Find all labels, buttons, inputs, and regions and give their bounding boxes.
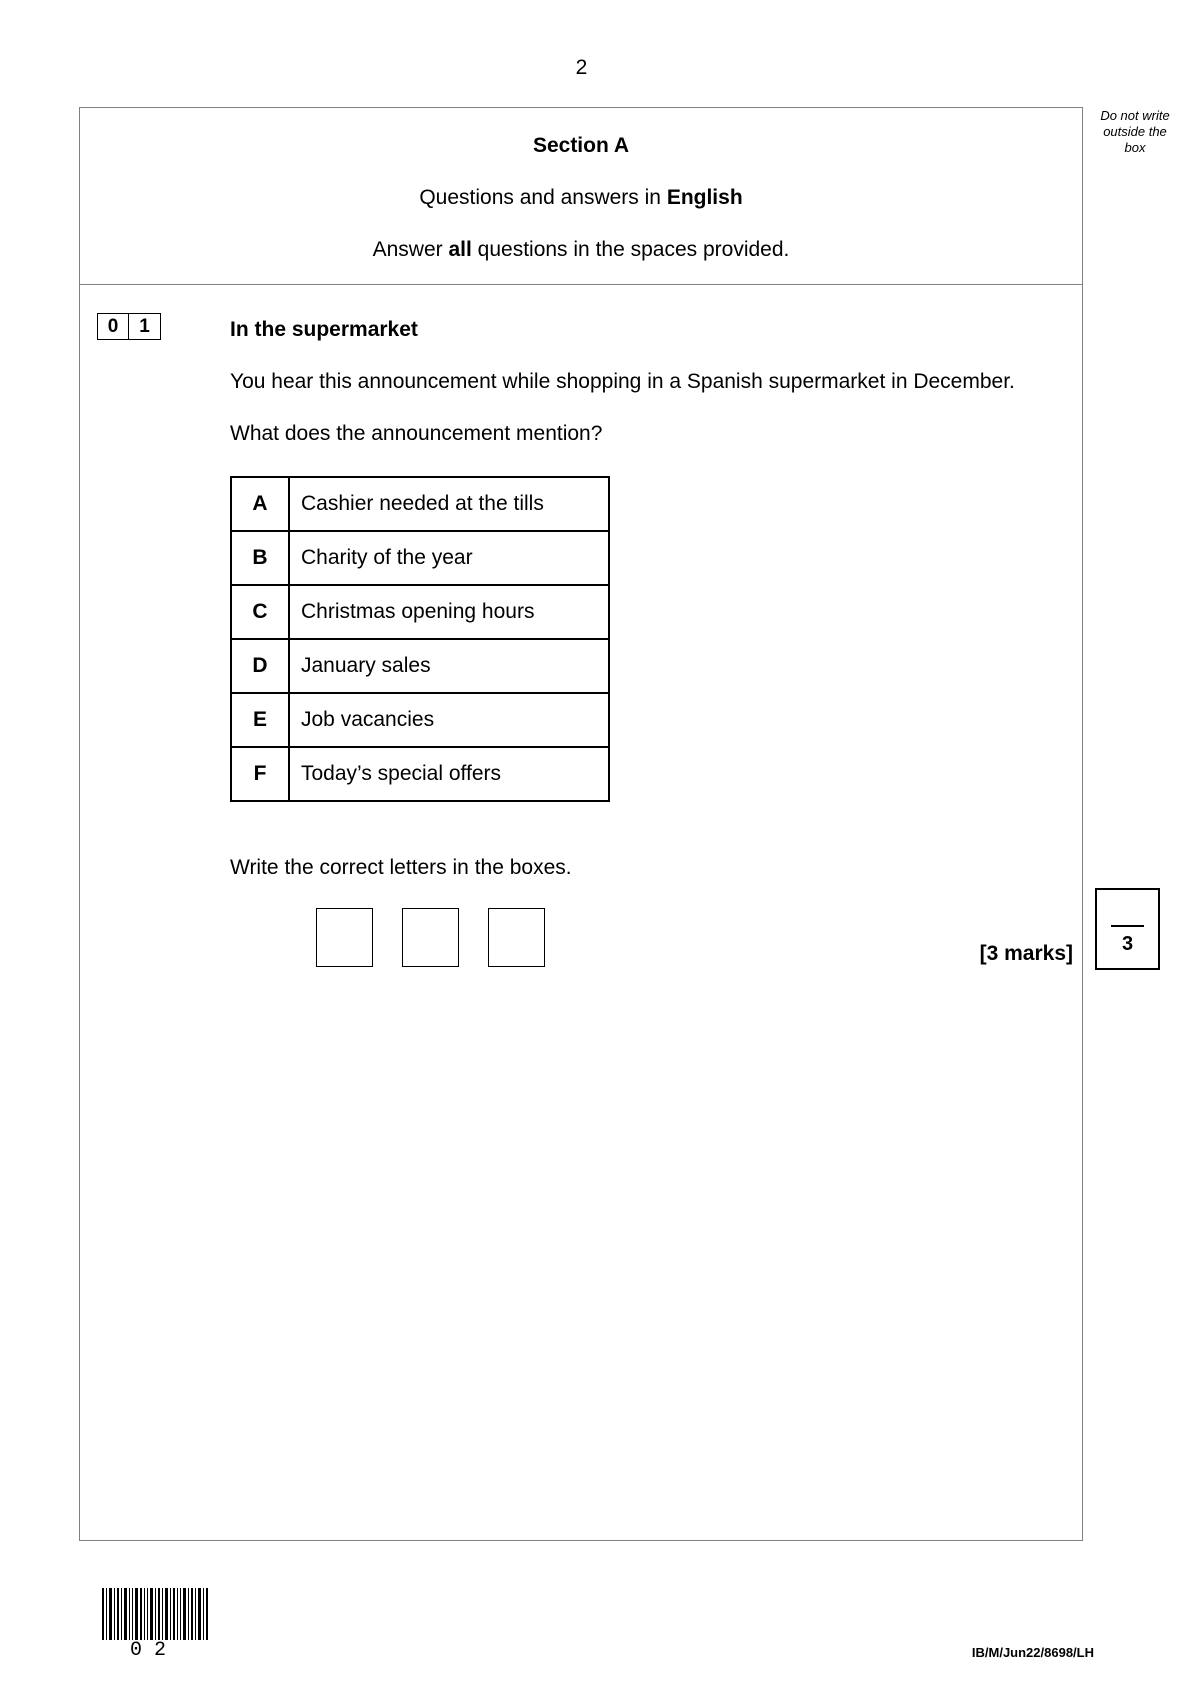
- option-row: [231, 477, 609, 531]
- mark-box: [1095, 888, 1160, 970]
- page-number: 2: [575, 56, 588, 79]
- section-instruction-line: [79, 238, 1083, 262]
- question-number: [97, 313, 161, 340]
- option-letter: B: [231, 531, 289, 585]
- question-title: In the supermarket: [230, 318, 418, 341]
- option-row: [231, 693, 609, 747]
- section-language-line: [79, 186, 1083, 210]
- option-row: [231, 531, 609, 585]
- footer-code: IB/M/Jun22/8698/LH: [971, 1645, 1094, 1660]
- option-text: Job vacancies: [289, 693, 609, 747]
- margin-note: [1084, 108, 1186, 156]
- mark-total: 3: [1121, 933, 1134, 955]
- section-title: Section A: [532, 134, 630, 157]
- options-table: [230, 476, 610, 802]
- option-text: Cashier needed at the tills: [289, 477, 609, 531]
- section-instruction-text: Answer: [372, 238, 449, 261]
- option-text: January sales: [289, 639, 609, 693]
- option-row: [231, 585, 609, 639]
- answer-box-3[interactable]: [488, 908, 545, 967]
- section-language-text: Questions and answers in: [419, 186, 667, 209]
- option-letter: A: [231, 477, 289, 531]
- margin-note-line: Do not write: [1100, 108, 1170, 123]
- section-instruction-rest: questions in the spaces provided.: [471, 238, 790, 261]
- question-number-digit: 0: [97, 313, 129, 340]
- option-text: Today’s special offers: [289, 747, 609, 801]
- question-prompt: What does the announcement mention?: [230, 422, 603, 445]
- section-instruction-bold: all: [448, 238, 472, 261]
- option-row: [231, 747, 609, 801]
- option-letter: D: [231, 639, 289, 693]
- section-language-bold: English: [666, 186, 743, 209]
- answer-box-2[interactable]: [402, 908, 459, 967]
- option-letter: C: [231, 585, 289, 639]
- marks-label: [3 marks]: [979, 942, 1073, 965]
- barcode-digits: 02: [130, 1639, 179, 1662]
- option-letter: E: [231, 693, 289, 747]
- section-divider: [79, 284, 1083, 285]
- margin-note-line: box: [1124, 140, 1146, 155]
- answer-box-1[interactable]: [316, 908, 373, 967]
- option-letter: F: [231, 747, 289, 801]
- option-text: Charity of the year: [289, 531, 609, 585]
- mark-score-line: [1111, 925, 1144, 927]
- question-number-digit: 1: [129, 313, 161, 340]
- option-row: [231, 639, 609, 693]
- barcode: [102, 1588, 210, 1640]
- option-text: Christmas opening hours: [289, 585, 609, 639]
- question-intro: You hear this announcement while shopping in a Spanish supermarket in December.: [230, 370, 1015, 393]
- margin-note-line: outside the: [1103, 124, 1167, 139]
- answer-instruction: Write the correct letters in the boxes.: [230, 856, 572, 879]
